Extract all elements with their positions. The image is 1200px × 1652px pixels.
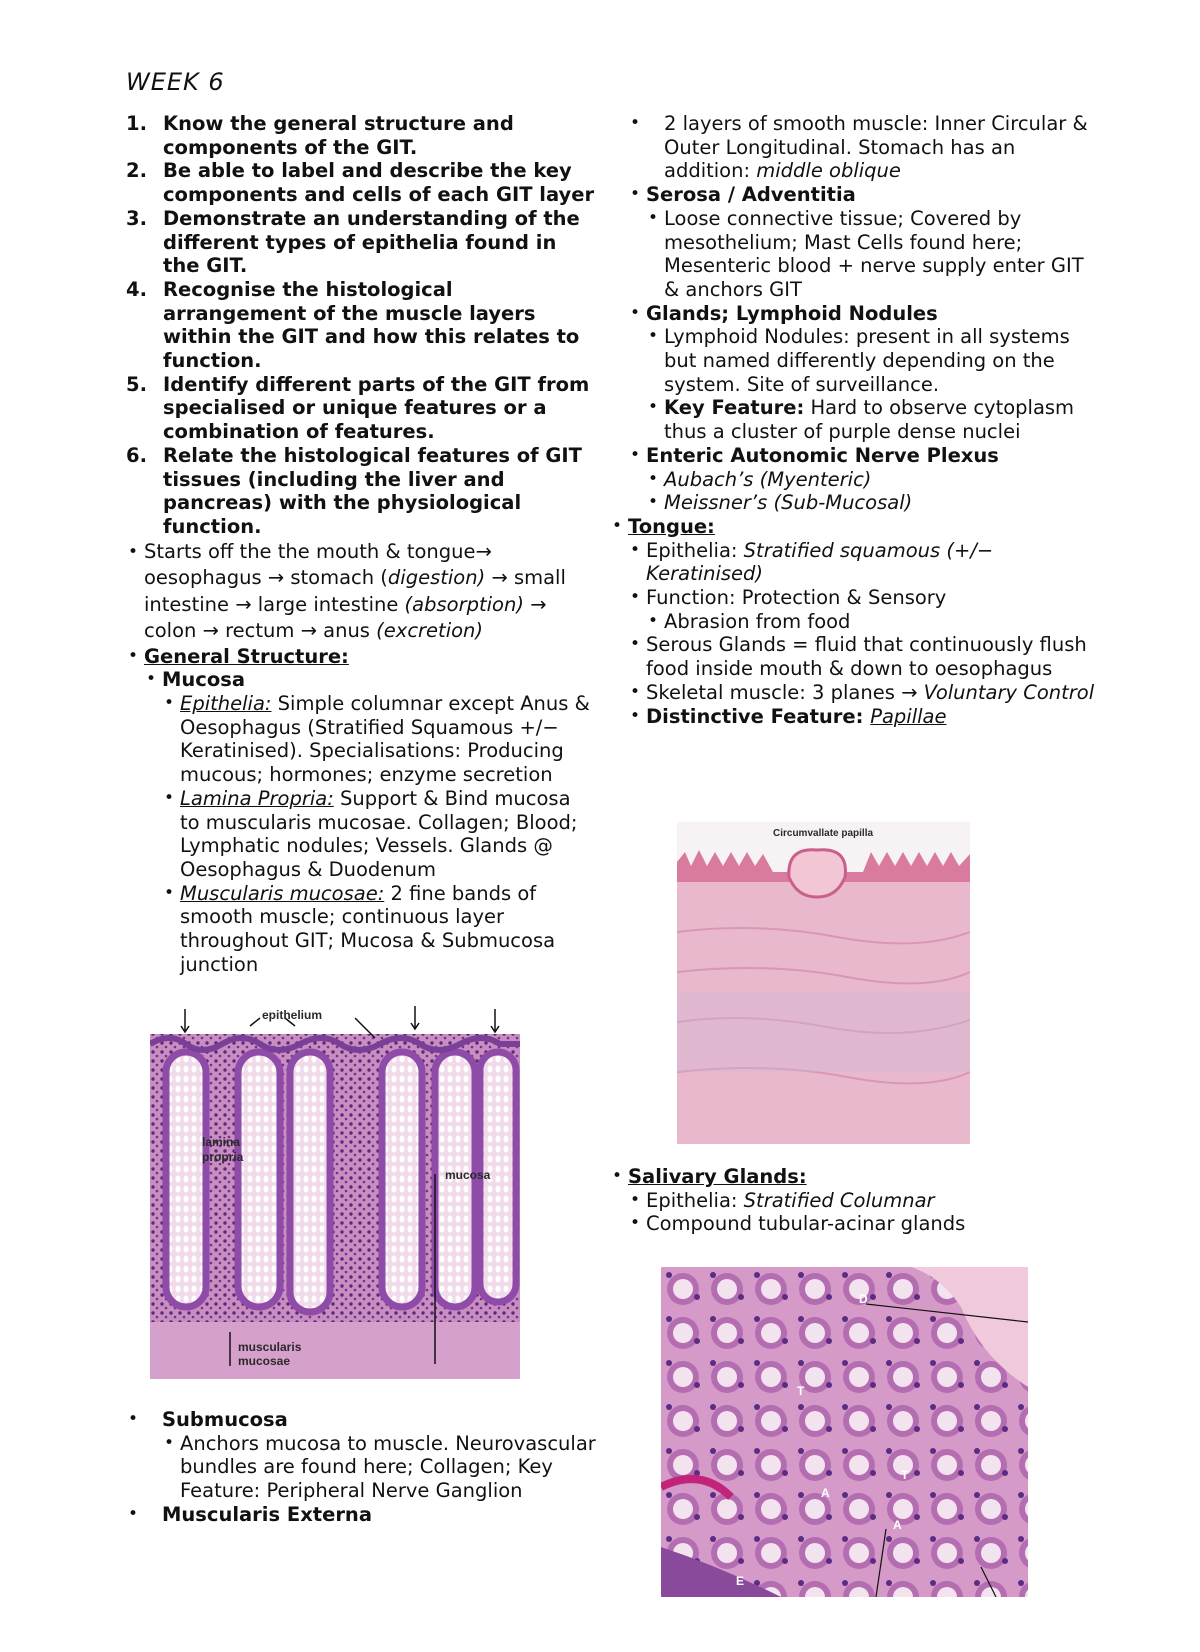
salivary-epithelia: • Epithelia: Stratified Columnar bbox=[628, 1189, 1090, 1213]
label-t1: T bbox=[797, 1384, 805, 1398]
tongue-function: • Function: Protection & Sensory • Abrasion from food bbox=[628, 586, 1098, 633]
tongue-heading: Tongue: bbox=[628, 514, 715, 538]
general-structure-item bbox=[126, 645, 596, 977]
enteric-subitem: • Aubach’s (Myenteric) bbox=[646, 468, 1098, 492]
objective-item: 6. Relate the histological features of GIT tissues (including the liver and pancreas) with the physiological function. bbox=[126, 443, 582, 538]
general-structure-list bbox=[126, 645, 596, 977]
right-column bbox=[628, 112, 1098, 728]
label-e: E bbox=[736, 1574, 745, 1588]
circumvallate-caption: Circumvallate papilla bbox=[773, 828, 874, 839]
muscularis-label: muscularis bbox=[238, 1340, 302, 1354]
tongue-distinctive: • Distinctive Feature: Papillae bbox=[628, 705, 1098, 729]
glands-heading: Glands; Lymphoid Nodules bbox=[646, 301, 938, 325]
label-d: D bbox=[859, 1292, 868, 1306]
muscularis-externa-detail: • 2 layers of smooth muscle: Inner Circular & Outer Longitudinal. Stomach has an addition: middle oblique bbox=[628, 112, 1098, 183]
key-feature-detail: • Key Feature: Hard to observe cytoplasm thus a cluster of purple dense nuclei bbox=[646, 396, 1098, 443]
tongue-skeletal: • Skeletal muscle: 3 planes → Voluntary Control bbox=[628, 681, 1098, 705]
serosa-item bbox=[628, 183, 1098, 302]
objective-item: 4. Recognise the histological arrangement of the muscle layers within the GIT and how this relates to function. bbox=[126, 277, 580, 373]
tongue-histology-image bbox=[677, 822, 970, 1144]
mucosae-label: mucosae bbox=[238, 1354, 291, 1368]
salivary-glands: • Compound tubular-acinar glands bbox=[628, 1212, 1090, 1236]
serosa-heading: Serosa / Adventitia bbox=[646, 183, 856, 207]
epithelium-label: epithelium bbox=[262, 1008, 323, 1022]
enteric-heading: Enteric Autonomic Nerve Plexus bbox=[646, 443, 999, 467]
label-a2: A bbox=[893, 1518, 902, 1532]
salivary-heading: Salivary Glands: bbox=[628, 1165, 807, 1188]
colon-mucosa-figure bbox=[150, 1004, 520, 1379]
salivary-gland-figure bbox=[661, 1267, 1028, 1597]
enteric-subitem: • Meissner’s (Sub-Mucosal) bbox=[646, 491, 1098, 515]
salivary-item bbox=[610, 1165, 1090, 1236]
muscularis-mucosae-item: • Muscularis mucosae: 2 fine bands of smooth muscle; continuous layer throughout GIT; Mucosa & Submucosa junction bbox=[162, 882, 596, 977]
mucosa-heading: Mucosa bbox=[162, 668, 246, 692]
tongue-item bbox=[610, 515, 1098, 728]
tongue-epithelia: • Epithelia: Stratified squamous (+/− Keratinised) bbox=[628, 539, 1098, 586]
submucosa-detail: • Anchors mucosa to muscle. Neurovascular bundles are found here; Collagen; Key Feature: Peripheral Nerve Ganglion bbox=[162, 1432, 596, 1503]
propria-label: propria bbox=[202, 1150, 244, 1164]
lamina-label: lamina bbox=[202, 1135, 241, 1149]
colon-histology-image bbox=[150, 1004, 520, 1379]
page-title: WEEK 6 bbox=[126, 68, 225, 96]
intro-list bbox=[126, 539, 596, 645]
muscularis-externa-heading: Muscularis Externa bbox=[162, 1502, 372, 1526]
objective-item: 1. Know the general structure and components of the GIT. bbox=[126, 112, 514, 159]
left-column-bottom bbox=[126, 1408, 596, 1527]
lymphoid-detail: • Lymphoid Nodules: present in all systems but named differently depending on the system. Site of surveillance. bbox=[646, 325, 1098, 396]
submucosa-heading: Submucosa bbox=[162, 1408, 288, 1431]
epithelia-item: • Epithelia: Simple columnar except Anus & Oesophagus (Stratified Squamous +/− Keratinised). Specialisations: Producing mucous; hormones; enzyme secretion bbox=[162, 692, 596, 787]
left-column bbox=[126, 112, 596, 977]
muscularis-externa-item bbox=[126, 1503, 596, 1527]
objective-item: 5. Identify different parts of the GIT from specialised or unique features or a combination of features. bbox=[126, 372, 590, 444]
glands-item bbox=[628, 302, 1098, 444]
salivary-histology-image bbox=[661, 1267, 1028, 1597]
label-t2: T bbox=[901, 1468, 909, 1482]
objective-item: 3. Demonstrate an understanding of the different types of epithelia found in the GIT. bbox=[126, 206, 580, 278]
tongue-function-sub: • Abrasion from food bbox=[646, 610, 1098, 634]
enteric-item bbox=[628, 444, 1098, 515]
mucosa-label: mucosa bbox=[445, 1168, 491, 1182]
salivary-section bbox=[610, 1165, 1090, 1236]
submucosa-item bbox=[126, 1408, 596, 1503]
mucosa-item bbox=[144, 668, 596, 976]
objective-item: 2. Be able to label and describe the key components and cells of each GIT layer bbox=[126, 159, 595, 207]
tongue-papilla-figure bbox=[677, 822, 970, 1144]
tongue-serous: • Serous Glands = fluid that continuously flush food inside mouth & down to oesophagus bbox=[628, 633, 1098, 680]
serosa-detail: • Loose connective tissue; Covered by mesothelium; Mast Cells found here; Mesenteric blood + nerve supply enter GIT & anchors GIT bbox=[646, 207, 1098, 302]
general-structure-heading: General Structure: bbox=[144, 644, 349, 668]
lamina-propria-item: • Lamina Propria: Support & Bind mucosa to muscularis mucosae. Collagen; Blood; Lymphatic nodules; Vessels. Glands @ Oesophagus & Duodenum bbox=[162, 787, 596, 882]
label-a1: A bbox=[821, 1486, 830, 1500]
objectives-list bbox=[126, 112, 596, 539]
intro-item: • Starts off the the mouth & tongue→ oesophagus → stomach (digestion) → small intestine → large intestine (absorption) → colon → rectum → anus (excretion) bbox=[126, 539, 596, 645]
